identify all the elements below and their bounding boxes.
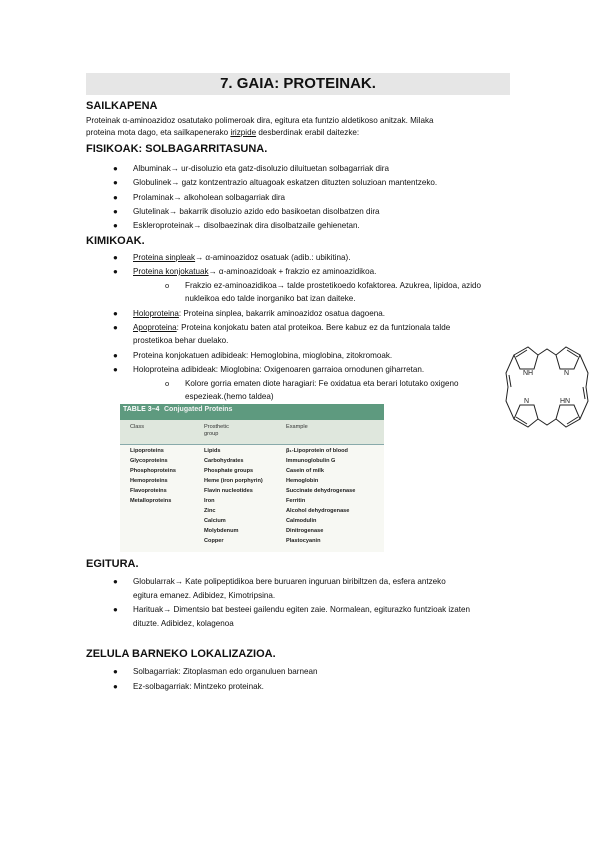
bullet-icon: ● [113,351,118,360]
list-item: Prolaminak→ alkoholean solbagarriak dira [133,193,286,202]
list-item [133,322,450,333]
sub-list-item-line: nukleikoa edo talde inorganiko bat izan daiteke. [185,294,356,303]
table-cell: Lipoproteins [130,448,164,454]
list-item [133,308,385,319]
list-item-continuation: prostetikoa behar duelako. [133,336,229,345]
table-cell: Immunoglobulin G [286,458,336,464]
intro-text-b: desberdinak erabil daitezke: [256,128,360,137]
hn-label: HN [560,398,571,405]
column-header-class: Class [130,424,144,430]
term-desc: : Proteina konjokatu baten atal proteikoa. Bere kabuz ez da funtzionala talde [176,323,451,332]
intro-text-a: proteina mota dago, eta sailkapenerako [86,128,231,137]
table-column-headers [120,420,384,445]
term-desc: : Proteina sinplea, bakarrik aminoazidoz osatua dagoena. [178,309,385,318]
nh-label: NH [523,370,534,377]
table-cell: Molybdenum [204,528,239,534]
table-cell: Flavoproteins [130,488,167,494]
table-caption: Conjugated Proteins [164,406,233,413]
list-item: Harituak→ Dimentsio bat besteei gailendu egiten zaie. Normalean, egiturazko funtzioak izaten [133,605,470,614]
table-cell: Copper [204,538,224,544]
intro-line-2 [86,127,359,138]
section-heading-zelula: ZELULA BARNEKO LOKALIZAZIOA. [86,648,276,660]
table-cell: Calmodulin [286,518,317,524]
n-label: N [524,398,530,405]
table-cell: Carbohydrates [204,458,244,464]
table-cell: Succinate dehydrogenase [286,488,356,494]
table-cell: Ferritin [286,498,306,504]
table-cell: Casein of milk [286,468,324,474]
table-cell: Dinitrogenase [286,528,324,534]
list-item: Holoproteina adibideak: Mioglobina: Oxigenoaren garraioa ornodunen giharretan. [133,365,425,374]
table-cell: Alcohol dehydrogenase [286,508,350,514]
table-cell: Iron [204,498,215,504]
table-cell: Phosphate groups [204,468,254,474]
table-header-bar [120,404,384,420]
section-heading-egitura: EGITURA. [86,558,139,570]
table-cell: Lipids [204,448,221,454]
list-item: Ez-solbagarriak: Mintzeko proteinak. [133,682,264,691]
intro-underlined-word: irizpide [230,128,257,137]
term-underlined: Proteina konjokatuak [133,267,209,276]
bullet-icon: ● [113,682,118,691]
list-item: Globularrak→ Kate polipeptidikoa bere buruaren inguruan biribiltzen da, esfera antzeko [133,577,446,586]
list-item: Albuminak→ ur-disoluzio eta gatz-disoluzio diluituetan solbagarriak dira [133,164,389,173]
table-cell: Plastocyanin [286,538,321,544]
column-header-group-line2: group [204,431,219,437]
sub-bullet-icon: o [165,281,170,290]
list-item: Eskleroproteinak→ disolbaezinak dira disolbatzaile gehienetan. [133,221,360,230]
table-cell: Flavin nucleotides [204,488,253,494]
term-underlined: Proteina sinpleak [133,253,196,262]
n-label: N [564,370,570,377]
porphyrin-structure-image [500,333,594,441]
bullet-icon: ● [113,164,118,173]
sub-list-item-line: Frakzio ez-aminoazidikoa→ talde prostetikoedo kofaktorea. Azukrea, lipidoa, azido [185,281,482,290]
table-cell: Hemoglobin [286,478,319,484]
bullet-icon: ● [113,178,118,187]
bullet-icon: ● [113,365,118,374]
list-item-continuation: egitura emanez. Adibidez, Kimotripsina. [133,591,276,600]
term-underlined: Holoproteina [133,309,179,318]
table-cell: Zinc [204,508,216,514]
section-heading-sailkapena: SAILKAPENA [86,100,158,112]
list-item [133,266,376,277]
section-heading-fisikoak: FISIKOAK: SOLBAGARRITASUNA. [86,143,268,155]
table-cell: Calcium [204,518,226,524]
bullet-icon: ● [113,221,118,230]
term-desc: → α-aminoazidoz osatuak (adib.: ubikitina). [195,253,351,262]
list-item [133,252,350,263]
list-item: Solbagarriak: Zitoplasman edo organuluen barnean [133,667,318,676]
bullet-icon: ● [113,207,118,216]
bullet-icon: ● [113,309,118,318]
sub-list-item-line: Kolore gorria ematen diote haragiari: Fe oxidatua eta berari lotutako oxigeno [185,379,459,388]
list-item: Proteina konjokatuen adibideak: Hemoglobina, mioglobina, zitokromoak. [133,351,393,360]
table-cell: Hemoproteins [130,478,168,484]
section-heading-kimikoak: KIMIKOAK. [86,235,145,247]
list-item: Globulinek→ gatz kontzentrazio altuagoak eskatzen dituzten soluzioan mantentzeko. [133,178,438,187]
conjugated-proteins-table [120,404,384,552]
sub-list-item-line: espezieak.(hemo taldea) [185,392,274,401]
table-id: TABLE 3–4 [123,406,160,413]
bullet-icon: ● [113,323,118,332]
column-header-group-line1: Prosthetic [204,424,229,430]
sub-bullet-icon: o [165,379,170,388]
table-cell: Heme (iron porphyrin) [204,478,263,484]
list-item: Glutelinak→ bakarrik disoluzio azido edo basikoetan disolbatzen dira [133,207,380,216]
table-cell: Metalloproteins [130,498,172,504]
table-cell: Glycoproteins [130,458,168,464]
term-desc: → α-aminoazidoak + frakzio ez aminoazidikoa. [208,267,377,276]
intro-line-1: Proteinak α-aminoazidoz osatutako polimeroak dira, egitura eta funtzio aldetikoso anitzak. Milaka [86,116,434,125]
bullet-icon: ● [113,253,118,262]
table-cell: β₁-Lipoprotein of blood [286,448,348,454]
table-cell: Phosphoproteins [130,468,176,474]
bullet-icon: ● [113,267,118,276]
term-underlined: Apoproteina [133,323,177,332]
column-header-example: Example [286,424,308,430]
bullet-icon: ● [113,577,118,586]
list-item-continuation: dituzte. Adibidez, kolagenoa [133,619,234,628]
page-title: 7. GAIA: PROTEINAK. [86,73,510,95]
bullet-icon: ● [113,605,118,614]
bullet-icon: ● [113,667,118,676]
bullet-icon: ● [113,193,118,202]
